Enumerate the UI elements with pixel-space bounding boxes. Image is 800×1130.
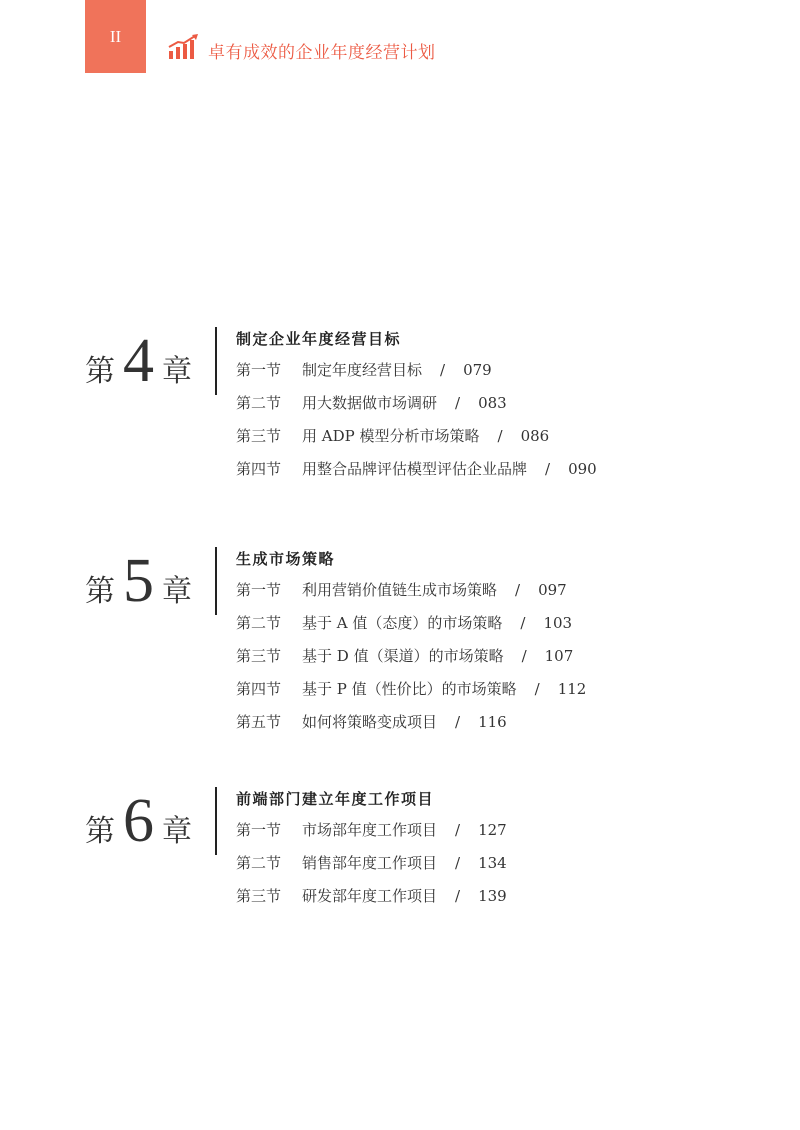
separator: /	[455, 821, 461, 839]
separator: /	[520, 614, 526, 632]
chapter-number: 6	[123, 787, 154, 855]
section-number: 第二节	[236, 394, 282, 412]
chapter-divider	[215, 547, 217, 615]
section-title: 基于 P 值（性价比）的市场策略	[302, 680, 517, 698]
section-number: 第一节	[236, 581, 282, 599]
separator: /	[521, 647, 527, 665]
page-number-tab	[85, 0, 146, 73]
section-title: 基于 D 值（渠道）的市场策略	[302, 647, 504, 665]
section-title: 用整合品牌评估模型评估企业品牌	[302, 460, 528, 478]
section-number: 第五节	[236, 713, 282, 731]
separator: /	[534, 680, 540, 698]
page-ref: 083	[478, 394, 507, 412]
page-ref: 139	[478, 887, 507, 905]
section-number: 第四节	[236, 460, 282, 478]
page-ref: 112	[557, 680, 587, 698]
chapter-suffix: 章	[162, 354, 192, 389]
section-number: 第一节	[236, 821, 282, 839]
page-ref: 107	[544, 647, 574, 665]
toc-entry[interactable]	[236, 673, 796, 706]
section-title: 用 ADP 模型分析市场策略	[302, 427, 480, 445]
page-number: II	[109, 26, 122, 46]
book-title: 卓有成效的企业年度经营计划	[208, 43, 436, 63]
chapter-number: 5	[123, 547, 154, 615]
page-ref: 134	[478, 854, 507, 872]
toc-entry[interactable]	[236, 640, 796, 673]
toc-entry[interactable]	[236, 847, 796, 880]
toc-entry[interactable]	[236, 607, 796, 640]
section-number: 第一节	[236, 361, 282, 379]
section-number: 第二节	[236, 854, 282, 872]
bar-chart-growth-icon	[168, 34, 200, 60]
chapter-contents	[236, 544, 796, 739]
separator: /	[455, 713, 461, 731]
chapter-title[interactable]: 前端部门建立年度工作项目	[236, 790, 435, 808]
chapter-contents	[236, 784, 796, 913]
toc-entry[interactable]	[236, 354, 796, 387]
page-ref: 097	[538, 581, 567, 599]
toc-entry[interactable]	[236, 574, 796, 607]
toc-entry[interactable]	[236, 420, 796, 453]
section-title: 销售部年度工作项目	[302, 854, 438, 872]
page-ref: 090	[568, 460, 597, 478]
section-number: 第三节	[236, 647, 282, 665]
separator: /	[545, 460, 551, 478]
section-title: 基于 A 值（态度）的市场策略	[302, 614, 503, 632]
chapter-suffix: 章	[162, 574, 192, 609]
toc-entry[interactable]	[236, 814, 796, 847]
separator: /	[497, 427, 503, 445]
section-title: 研发部年度工作项目	[302, 887, 438, 905]
chapter-title[interactable]: 生成市场策略	[236, 550, 336, 568]
toc-entry[interactable]	[236, 453, 796, 486]
page-ref: 079	[463, 361, 492, 379]
chapter-suffix: 章	[162, 814, 192, 849]
separator: /	[455, 854, 461, 872]
section-number: 第三节	[236, 887, 282, 905]
toc-entry[interactable]	[236, 706, 796, 739]
chapter-prefix: 第	[85, 814, 115, 849]
section-title: 利用营销价值链生成市场策略	[302, 581, 498, 599]
page-ref: 086	[520, 427, 550, 445]
section-number: 第二节	[236, 614, 282, 632]
separator: /	[455, 394, 461, 412]
section-title: 市场部年度工作项目	[302, 821, 438, 839]
toc-entry[interactable]	[236, 880, 796, 913]
chapter-number: 4	[123, 327, 154, 395]
separator: /	[515, 581, 521, 599]
chapter-title[interactable]: 制定企业年度经营目标	[236, 330, 402, 348]
page-ref: 127	[478, 821, 507, 839]
chapter-divider	[215, 787, 217, 855]
separator: /	[455, 887, 461, 905]
section-title: 制定年度经营目标	[302, 361, 423, 379]
section-number: 第三节	[236, 427, 282, 445]
separator: /	[440, 361, 446, 379]
section-number: 第四节	[236, 680, 282, 698]
section-title: 用大数据做市场调研	[302, 394, 438, 412]
chapter-label	[85, 327, 210, 395]
page-ref: 103	[543, 614, 573, 632]
page-ref: 116	[478, 713, 507, 731]
chapter-label	[85, 547, 210, 615]
chapter-divider	[215, 327, 217, 395]
chapter-label	[85, 787, 210, 855]
toc-entry[interactable]	[236, 387, 796, 420]
section-title: 如何将策略变成项目	[302, 713, 438, 731]
chapter-prefix: 第	[85, 574, 115, 609]
chapter-contents	[236, 324, 796, 486]
chapter-prefix: 第	[85, 354, 115, 389]
